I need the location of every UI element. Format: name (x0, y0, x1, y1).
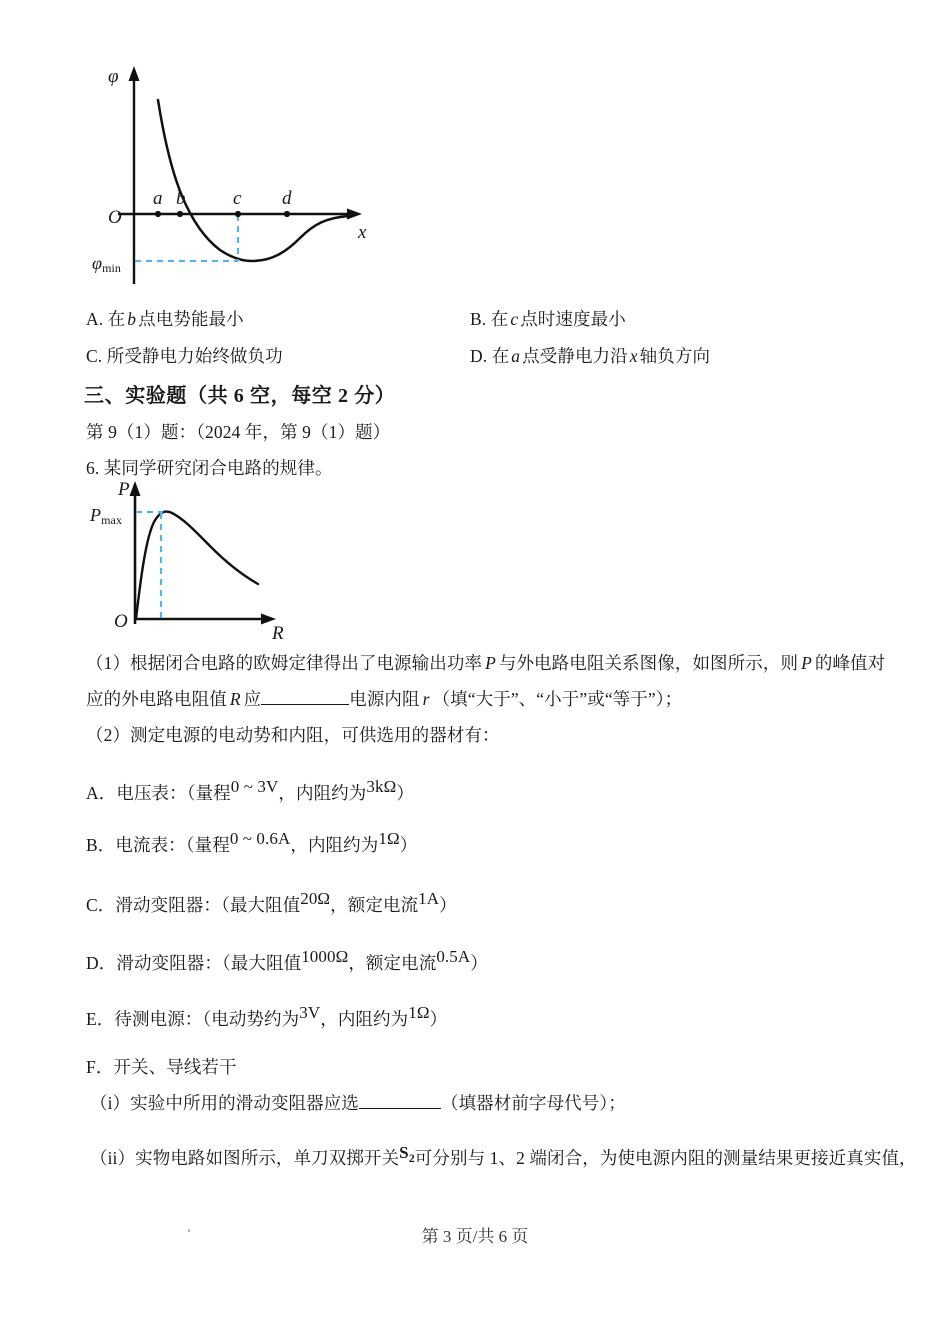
fig2-x-axis-label: R (272, 623, 284, 644)
answer-blank-1[interactable] (261, 704, 349, 705)
option-d-italic-a: a (511, 346, 521, 366)
fig1-y-axis-label: φ (108, 66, 119, 87)
equipment-item-d (86, 944, 488, 976)
equipment-item-b-mid: ，内阻约为 (290, 835, 379, 855)
fig1-point-label-c: c (233, 188, 242, 209)
option-a (86, 306, 244, 332)
equipment-item-e-value2: 1Ω (408, 1003, 430, 1022)
equipment-item-a-label: A．电压表：（量程 (86, 783, 231, 803)
option-d (470, 343, 710, 369)
fig1-phi-min-symbol: φ (92, 253, 103, 273)
fig1-phi-min-label (92, 250, 121, 277)
option-b-italic: c (510, 309, 519, 329)
part3-line-i-a: （i）实验中所用的滑动变阻器应选 (90, 1093, 359, 1113)
fig2-origin-label: O (114, 611, 128, 632)
equipment-item-c-value2: 1A (418, 889, 440, 908)
option-b-prefix: B. 在 (470, 309, 509, 329)
fig1-x-axis-label: x (358, 222, 367, 243)
equipment-item-e-label: E．待测电源：（电动势约为 (86, 1009, 300, 1029)
part1-line2 (86, 686, 682, 712)
x-axis (135, 614, 276, 625)
option-d-suffix: 轴负方向 (639, 346, 711, 366)
part1-line1-b: 与外电路电阻关系图像，如图所示，则 (498, 653, 799, 673)
fig1-phi-min-subscript: min (102, 261, 122, 275)
fig1-point-label-a: a (153, 188, 163, 209)
part1-line2-b: 应 (243, 689, 262, 709)
answer-blank-2[interactable] (359, 1108, 441, 1109)
fig2-pmax-symbol: P (90, 505, 102, 525)
equipment-item-d-end: ） (470, 953, 488, 973)
fig2-pmax-label (90, 502, 122, 529)
y-axis (129, 66, 140, 284)
part3-line-ii-a: （ii）实物电路如图所示，单刀双掷开关 (90, 1148, 400, 1168)
part1-line2-c: 电源内阻 (349, 689, 420, 709)
equipment-item-d-value2: 0.5A (436, 947, 471, 966)
part1-line1-a: （1）根据闭合电路的欧姆定律得出了电源输出功率 (86, 653, 483, 673)
part3-line-i-b: （填器材前字母代号）； (440, 1093, 626, 1113)
section-subheading: 第 9（1）题：（2024 年，第 9（1）题） (86, 422, 391, 442)
option-a-italic: b (127, 309, 137, 329)
switch-symbol-subscript: 2 (408, 1151, 415, 1165)
part1-line2-d: （填“大于”、“小于”或“等于”）； (432, 689, 683, 709)
part3-line-i (90, 1090, 626, 1116)
option-a-prefix: A. 在 (86, 309, 126, 329)
equipment-item-a-end: ） (396, 783, 414, 803)
equipment-item-c (86, 886, 457, 918)
option-b (470, 306, 626, 332)
equipment-item-b-value2: 1Ω (378, 829, 400, 848)
option-d-mid: 点受静电力沿 (522, 346, 628, 366)
option-d-italic-x: x (629, 346, 638, 366)
equipment-item-c-mid: ，额定电流 (330, 895, 419, 915)
fig2-pmax-subscript: max (101, 513, 123, 527)
section-heading: 三、实验题（共 6 空，每空 2 分） (84, 385, 396, 407)
potential-vs-position-figure (86, 52, 386, 292)
part1-line1-p1: P (485, 653, 496, 673)
equipment-item-b-label: B．电流表：（量程 (86, 835, 230, 855)
equipment-item-b (86, 826, 417, 858)
equipment-item-d-mid: ，额定电流 (348, 953, 437, 973)
fig1-origin-label: O (108, 207, 122, 228)
part1-line2-r2: r (422, 689, 430, 709)
equipment-item-b-end: ） (399, 835, 418, 855)
part3-line-ii (90, 1140, 917, 1171)
equipment-item-d-label: D．滑动变阻器：（最大阻值 (86, 953, 302, 973)
equipment-item-e-value1: 3V (299, 1003, 321, 1022)
fig2-y-axis-label: P (118, 479, 130, 500)
fig1-point-label-b: b (176, 188, 186, 209)
equipment-item-d-value1: 1000Ω (301, 947, 349, 966)
part2-intro: （2）测定电源的电动势和内阻，可供选用的器材有： (86, 725, 500, 745)
equipment-item-a (86, 774, 414, 806)
option-a-suffix: 点电势能最小 (138, 309, 244, 329)
equipment-item-b-value1: 0 ~ 0.6A (229, 829, 291, 848)
equipment-item-f: F．开关、导线若干 (86, 1057, 237, 1077)
equipment-item-a-value2: 3kΩ (366, 777, 397, 796)
part1-line2-r: R (229, 689, 241, 709)
option-d-prefix: D. 在 (470, 346, 510, 366)
part1-line2-a: 应的外电路电阻值 (86, 689, 227, 709)
equipment-item-e-end: ） (429, 1009, 448, 1029)
equipment-item-a-value1: 0 ~ 3V (230, 777, 279, 796)
fig1-point-label-d: d (282, 188, 292, 209)
equipment-item-c-end: ） (439, 895, 457, 915)
equipment-item-e (86, 1000, 447, 1032)
equipment-item-c-value1: 20Ω (300, 889, 331, 908)
output-power-vs-resistance-figure (90, 478, 312, 644)
part3-line-ii-b: 可分别与 1、2 端闭合，为使电源内阻的测量结果更接近真实值， (414, 1148, 917, 1168)
part1-line1-p2: P (801, 653, 812, 673)
question-number: 6. 某同学研究闭合电路的规律。 (86, 458, 333, 478)
part1-line1 (86, 650, 885, 676)
page-footer: 第 3 页/共 6 页 (421, 1227, 529, 1246)
switch-symbol-s: S (399, 1143, 409, 1162)
equipment-item-a-mid: ，内阻约为 (278, 783, 367, 803)
option-b-suffix: 点时速度最小 (520, 309, 626, 329)
equipment-item-e-mid: ，内阻约为 (320, 1009, 409, 1029)
equipment-item-c-label: C．滑动变阻器：（最大阻值 (86, 895, 301, 915)
option-c: C. 所受静电力始终做负功 (86, 346, 283, 366)
part1-line1-c: 的峰值对 (814, 653, 886, 673)
